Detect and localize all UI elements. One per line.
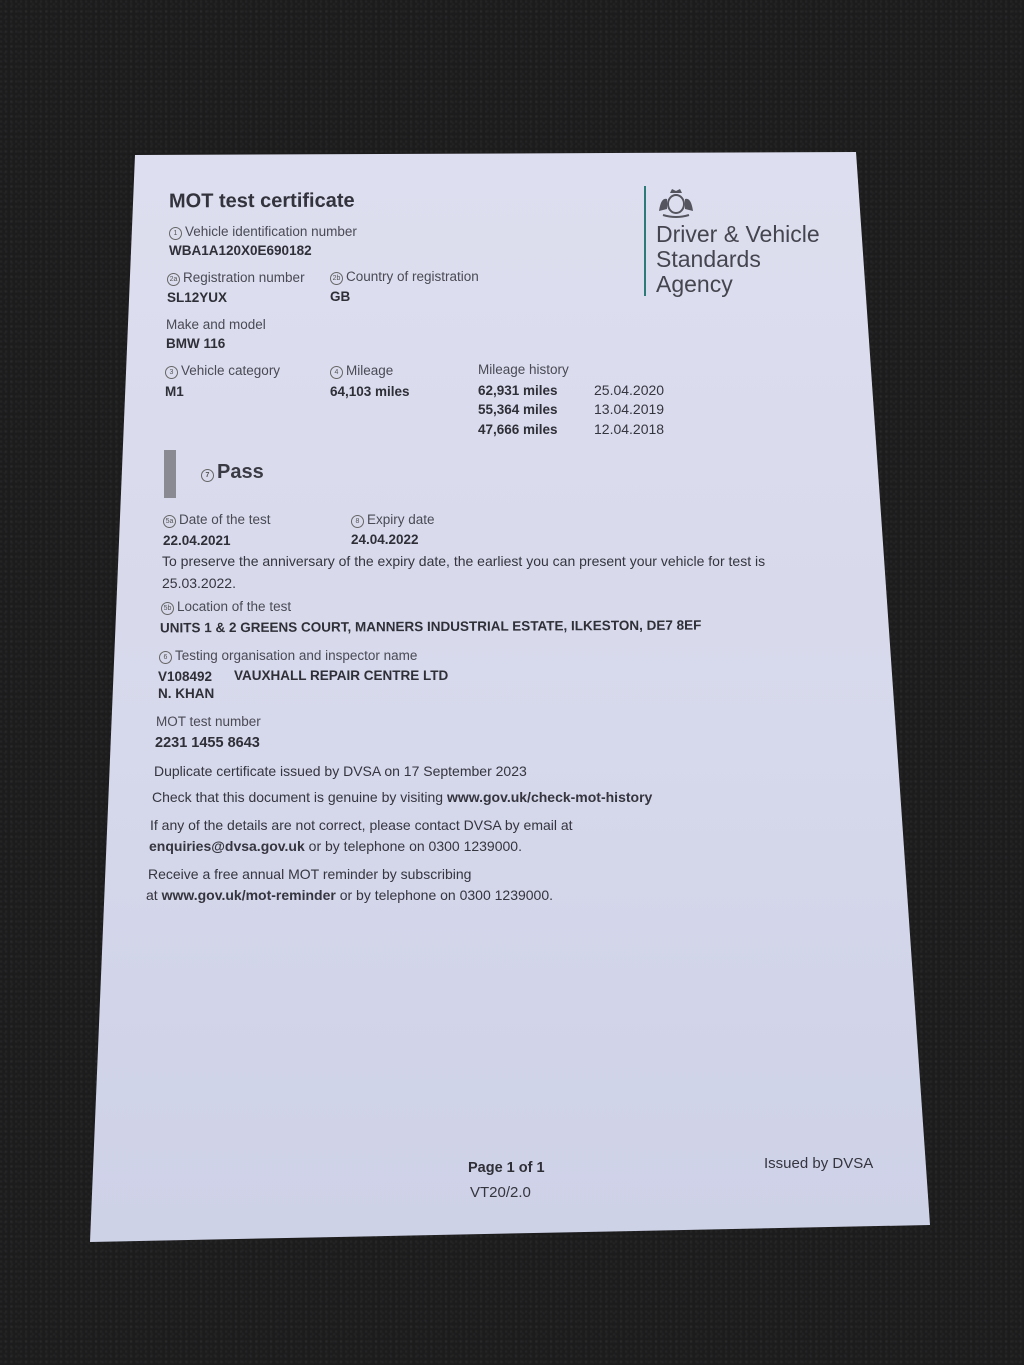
contact-note-line2: enquiries@dvsa.gov.uk or by telephone on 0300 1239000.: [149, 838, 522, 854]
test-date-value: 22.04.2021: [163, 533, 231, 548]
mileage-history-date: 13.04.2019: [594, 401, 665, 417]
mot-reminder-link[interactable]: www.gov.uk/mot-reminder: [161, 887, 336, 903]
field-number-icon: 2b: [330, 272, 343, 285]
inspector-name: N. KHAN: [158, 686, 215, 701]
contact-note: If any of the details are not correct, please contact DVSA by email at: [150, 817, 573, 833]
field-number-icon: 5b: [161, 602, 174, 615]
location-label: 5b Location of the test: [161, 599, 291, 615]
testing-org-name: VAUXHALL REPAIR CENTRE LTD: [234, 668, 449, 683]
royal-crest-icon: [655, 187, 697, 219]
mileage-history-label: Mileage history: [478, 362, 569, 377]
category-value: M1: [165, 384, 184, 399]
field-number-icon: 4: [330, 366, 343, 379]
mileage-value: 64,103 miles: [330, 384, 410, 399]
field-number-icon: 6: [159, 651, 172, 664]
mileage-history-date: 25.04.2020: [594, 382, 665, 398]
vin-value: WBA1A120X0E690182: [169, 243, 312, 258]
testing-org-label: 6 Testing organisation and inspector name: [159, 648, 417, 664]
page-title: MOT test certificate: [168, 189, 355, 213]
field-number-icon: 7: [201, 469, 214, 482]
registration-value: SL12YUX: [167, 290, 228, 305]
mileage-label: 4 Mileage: [330, 363, 393, 379]
test-date-label: 5a Date of the test: [163, 512, 271, 528]
check-mot-history-link[interactable]: www.gov.uk/check-mot-history: [446, 789, 653, 805]
field-number-icon: 1: [169, 227, 182, 240]
anniversary-note: To preserve the anniversary of the expiry date, the earliest you can present your vehicle for test is: [162, 553, 766, 569]
contact-email-link[interactable]: enquiries@dvsa.gov.uk: [149, 838, 305, 854]
page-indicator: Page 1 of 1: [468, 1160, 545, 1176]
category-label: 3 Vehicle category: [165, 363, 280, 379]
result-status: 7 Pass: [201, 461, 264, 484]
location-value: UNITS 1 & 2 GREENS COURT, MANNERS INDUSTRIAL ESTATE, ILKESTON, DE7 8EF: [159, 617, 702, 636]
make-model-label: Make and model: [166, 317, 266, 332]
country-label: 2b Country of registration: [330, 269, 479, 285]
agency-name: Driver & Vehicle Standards Agency: [656, 221, 820, 297]
reminder-note-line2: at www.gov.uk/mot-reminder or by telephone on 0300 1239000.: [146, 887, 554, 903]
form-code: VT20/2.0: [470, 1184, 531, 1201]
anniversary-note-date: 25.03.2022.: [162, 575, 236, 591]
duplicate-note: Duplicate certificate issued by DVSA on 17 September 2023: [154, 763, 527, 779]
registration-label: 2a Registration number: [167, 270, 305, 286]
expiry-date-value: 24.04.2022: [351, 532, 419, 547]
vin-label: 1 Vehicle identification number: [169, 224, 357, 240]
expiry-date-label: 8 Expiry date: [351, 512, 435, 528]
mileage-history-miles: 47,666 miles: [478, 422, 558, 437]
result-bar: [164, 450, 176, 498]
test-number-label: MOT test number: [156, 714, 261, 729]
field-number-icon: 5a: [163, 515, 176, 528]
issued-by: Issued by DVSA: [764, 1155, 874, 1172]
field-number-icon: 2a: [167, 273, 180, 286]
mileage-history-miles: 62,931 miles: [478, 383, 558, 398]
check-genuine-note: Check that this document is genuine by visiting www.gov.uk/check-mot-history: [152, 789, 653, 805]
field-number-icon: 3: [165, 366, 178, 379]
country-value: GB: [330, 289, 351, 304]
test-number-value: 2231 1455 8643: [155, 735, 260, 751]
mileage-history-date: 12.04.2018: [594, 421, 665, 437]
agency-accent-bar: [644, 186, 646, 296]
reminder-note: Receive a free annual MOT reminder by subscribing: [148, 866, 472, 882]
make-model-value: BMW 116: [166, 336, 226, 351]
testing-org-code: V108492: [158, 669, 213, 684]
mileage-history-miles: 55,364 miles: [478, 402, 558, 417]
field-number-icon: 8: [351, 515, 364, 528]
